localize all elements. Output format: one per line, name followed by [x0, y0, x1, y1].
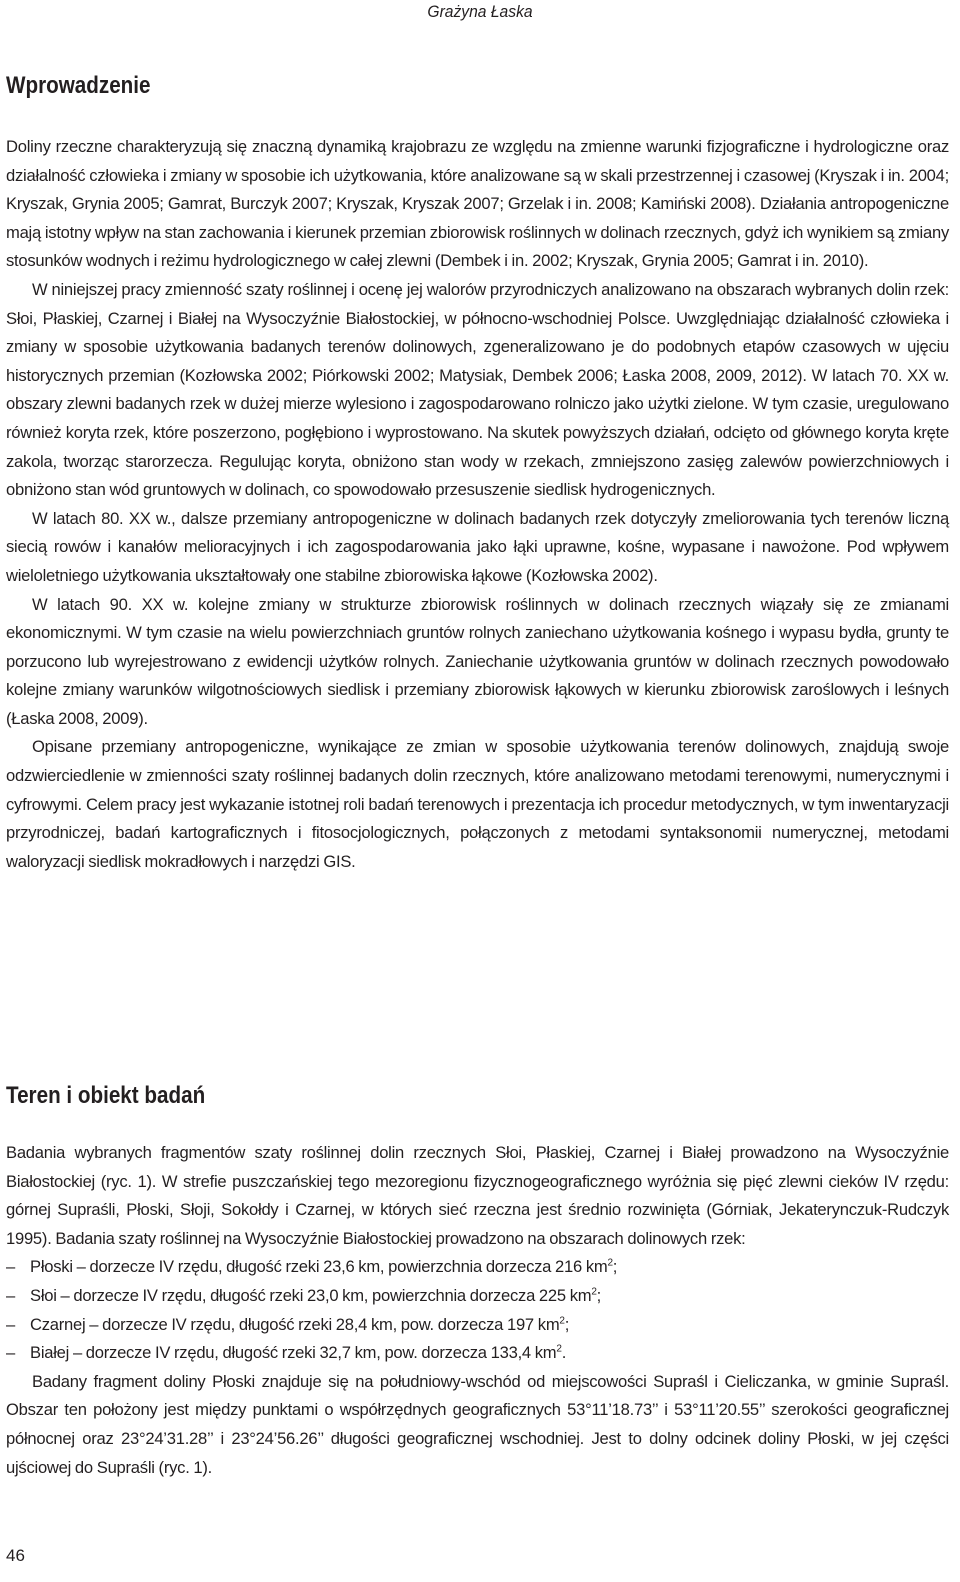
paragraph: W latach 90. XX w. kolejne zmiany w strukturze zbiorowisk roślinnych w dolinach rzecznych wiązały się ze zmianami ekonomicznymi. W tym czasie na wielu powierzchniach gruntów rolnych zaniechano użytkowania kośnego i wypasu bydła, grunty te porzucono lub wyrejestrowano z ewidencji użytków rolnych. Zaniechanie użytkowania gruntów w dolinach rzecznych powodowało kolejne zmiany warunków wilgotnościowych siedlisk i przemiany zbiorowisk łąkowych w kierunku zbiorowisk zaroślowych i leśnych (Łaska 2008, 2009). [6, 594, 949, 728]
river-list [6, 1253, 949, 1367]
page-number: 46 [6, 1546, 25, 1565]
introduction-section [6, 133, 949, 876]
running-head-author: Grażyna Łaska [427, 2, 533, 21]
section-heading-introduction: Wprowadzenie [6, 72, 151, 99]
paragraph: Badany fragment doliny Płoski znajduje się na południowy-wschód od miejscowości Supraśl i Cieliczanka, w gminie Supraśl. Obszar ten położony jest między punktami o współrzędnych geograficznych 53°11’18.73’’ i 53°11’20.55’’ szerokości geograficznej północnej oraz 23°24’31.28’’ i 23°24’56.26’’ długości geograficznej wschodniej. Jest to dolny odcinek doliny Płoski, w jej części ujściowej do Supraśli (ryc. 1). [6, 1371, 949, 1477]
study-area-section [6, 1139, 949, 1482]
section-heading-study-area: Teren i obiekt badań [6, 1082, 206, 1109]
list-item: – Białej – dorzecze IV rzędu, długość rzeki 32,7 km, pow. dorzecza 133,4 $km^2$. [6, 1339, 949, 1368]
paragraph: Doliny rzeczne charakteryzują się znaczną dynamiką krajobrazu ze względu na zmienne warunki fizjograficzne i hydrologiczne oraz działalność człowieka i zmiany w sposobie ich użytkowania, które analizowane są w skali przestrzennej i czasowej (Kryszak i in. 2004; Kryszak, Grynia 2005; Gamrat, Burczyk 2007; Kryszak, Kryszak 2007; Grzelak i in. 2008; Kamiński 2008). Działania antropogeniczne mają istotny wpływ na stan zachowania i kierunek przemian zbiorowisk roślinnych w dolinach rzecznych, gdyż ich wynikiem są zmiany stosunków wodnych i reżimu hydrologicznego w całej zlewni (Dembek i in. 2002; Kryszak, Grynia 2005; Gamrat i in. 2010). [6, 137, 949, 271]
list-item: – Słoi – dorzecze IV rzędu, długość rzeki 23,0 km, powierzchnia dorzecza 225 $km^2$; [6, 1282, 949, 1311]
paragraph: Badania wybranych fragmentów szaty roślinnej dolin rzecznych Słoi, Płaskiej, Czarnej i Białej prowadzono na Wysoczyźnie Białostockiej (ryc. 1). W strefie puszczańskiej tego mezoregionu fizycznogeograficznego wyróżnia się pięć zlewni cieków IV rzędu: górnej Supraśli, Płoski, Słoji, Sokołdy i Czarnej, w których sieć rzeczna jest średnio rozwinięta (Górniak, Jekaterynczuk-Rudczyk 1995). Badania szaty roślinnej na Wysoczyźnie Białostockiej prowadzono na obszarach dolinowych rzek: [6, 1143, 949, 1248]
paragraph: W niniejszej pracy zmienność szaty roślinnej i ocenę jej walorów przyrodniczych analizowano na obszarach wybranych dolin rzek: Słoi, Płaskiej, Czarnej i Białej na Wysoczyźnie Białostockiej, w północno-wschodniej Polsce. Uwzględniając działalność człowieka i zmiany w sposobie użytkowania badanych terenów dolinowych, zgeneralizowano je do podobnych etapów czasowych w ujęciu historycznych przemian (Kozłowska 2002; Piórkowski 2002; Matysiak, Dembek 2006; Łaska 2008, 2009, 2012). W latach 70. XX w. obszary zlewni badanych rzek w dużej mierze wylesiono i zagospodarowano rolniczo jako użytki zielone. W tym czasie, uregulowano również koryta rzek, które poszerzono, pogłębiono i wyprostowano. Na skutek powyższych działań, odcięto od głównego koryta kręte zakola, tworząc starorzecza. Regulując koryta, obniżono stan wody w rzekach, zmniejszono zasięg zalewów powierzchniowych i obniżono stan wód gruntowych w dolinach, co spowodowało przesuszenie siedlisk hydrogenicznych. [6, 279, 949, 500]
paragraph: W latach 80. XX w., dalsze przemiany antropogeniczne w dolinach badanych rzek dotyczyły zmeliorowania tych terenów liczną siecią rowów i kanałów melioracyjnych i ich zagospodarowania jako łąki uprawne, kośne, wypasane i nawożone. Pod wpływem wieloletniego użytkowania ukształtowały one stabilne zbiorowiska łąkowe (Kozłowska 2002). [6, 508, 949, 585]
paragraph: Opisane przemiany antropogeniczne, wynikające ze zmian w sposobie użytkowania terenów dolinowych, znajdują swoje odzwierciedlenie w zmienności szaty roślinnej badanych dolin rzecznych, które analizowano metodami terenowymi, numerycznymi i cyfrowymi. Celem pracy jest wykazanie istotnej roli badań terenowych i prezentacja ich procedur metodycznych, w tym inwentaryzacji przyrodniczej, badań kartograficznych i fitosocjologicznych, połączonych z metodami syntaksonomii numerycznej, metodami waloryzacji siedlisk mokradłowych i narzędzi GIS. [6, 737, 949, 871]
list-item: – Czarnej – dorzecze IV rzędu, długość rzeki 28,4 km, pow. dorzecza 197 $km^2$; [6, 1311, 949, 1340]
list-item: – Płoski – dorzecze IV rzędu, długość rzeki 23,6 km, powierzchnia dorzecza 216 $km^2$; [6, 1253, 949, 1282]
